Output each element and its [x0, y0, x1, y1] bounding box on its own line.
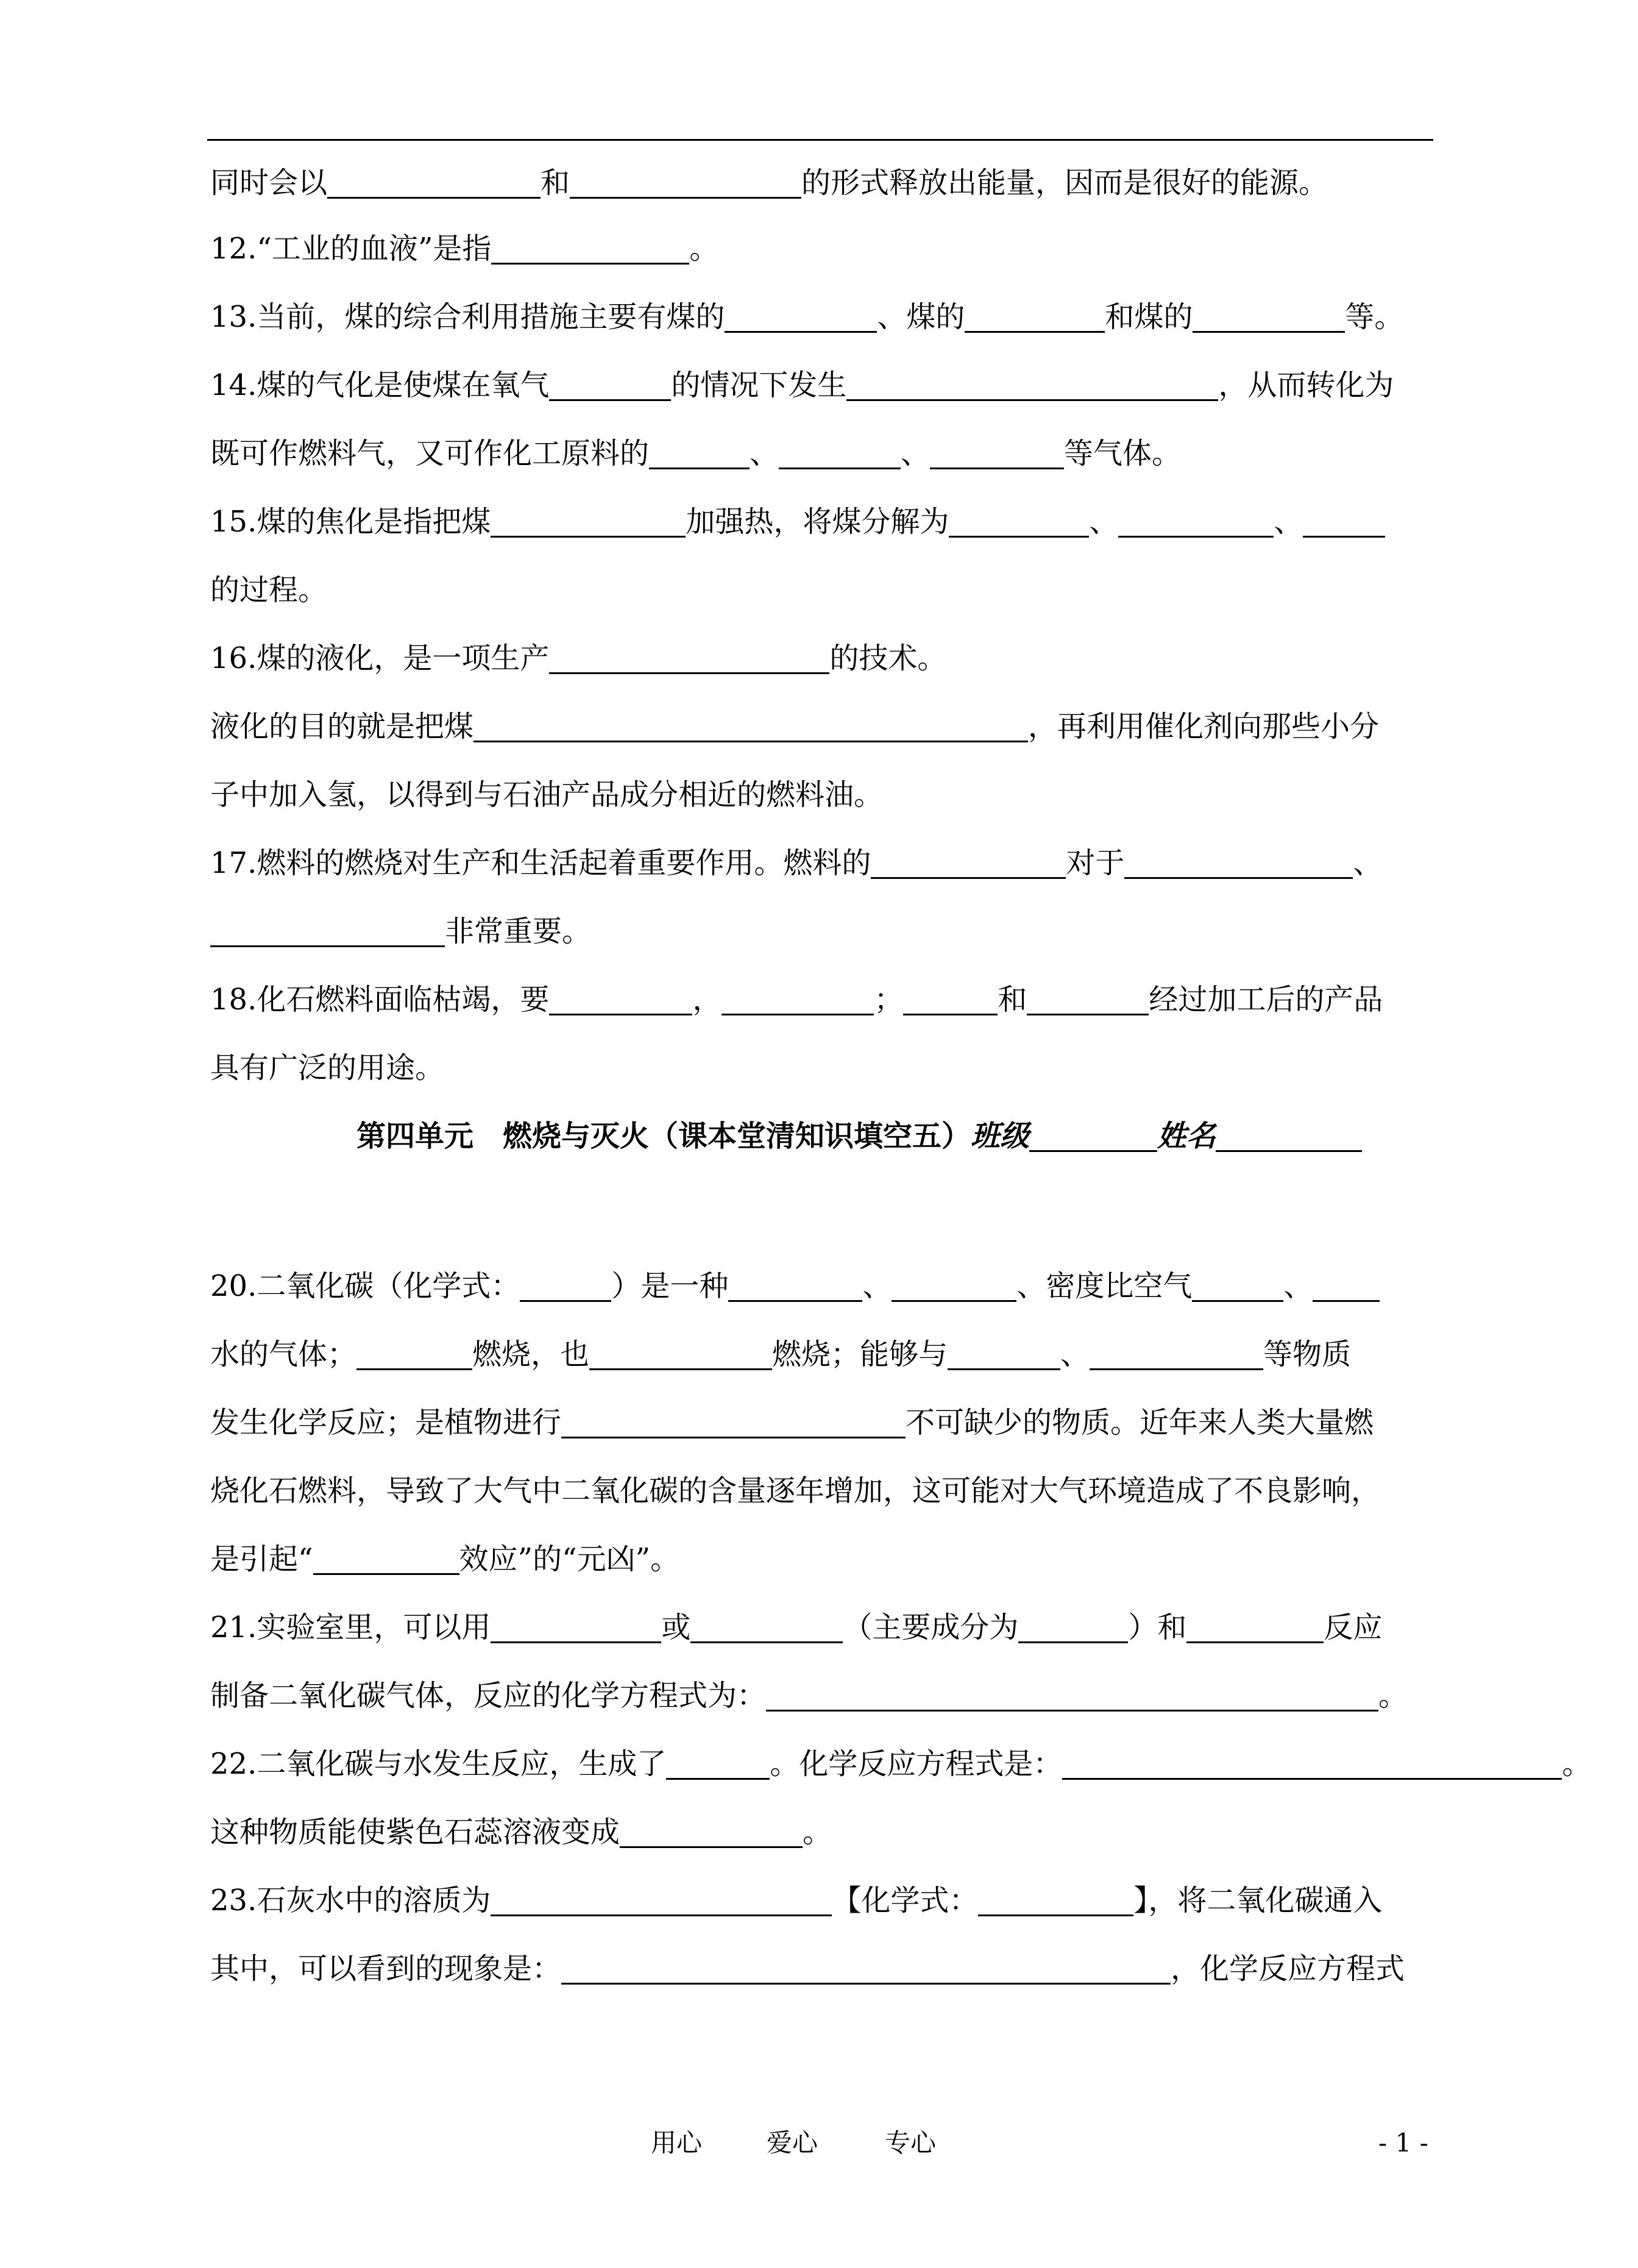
fill-in-blank[interactable]: [1313, 1270, 1380, 1302]
text-segment: 。: [1378, 1679, 1408, 1713]
text-segment: 具有广泛的用途。: [210, 1051, 445, 1085]
fill-in-blank[interactable]: [728, 1270, 862, 1302]
fill-in-blank[interactable]: [779, 437, 901, 469]
fill-in-blank[interactable]: [491, 505, 686, 538]
fill-in-blank[interactable]: [1027, 983, 1149, 1015]
text-segment: 、: [901, 436, 931, 471]
fill-in-blank[interactable]: [491, 232, 689, 265]
fill-in-blank[interactable]: [210, 915, 445, 947]
text-segment: 。: [1562, 1747, 1592, 1781]
header-rule: [207, 139, 1433, 141]
fill-in-blank[interactable]: [949, 505, 1089, 538]
text-line: [210, 367, 1394, 403]
footer-motto-1: 用心: [651, 2128, 703, 2158]
form-label: 姓名: [1157, 1119, 1216, 1153]
footer-motto-2: 爱心: [767, 2128, 818, 2158]
text-segment: 液化的目的就是把煤: [210, 709, 474, 744]
fill-in-blank[interactable]: [1018, 1611, 1128, 1643]
text-segment: 、: [1089, 505, 1119, 539]
text-segment: 或: [661, 1610, 691, 1644]
fill-in-blank[interactable]: [313, 1543, 459, 1575]
text-segment: 同时会以: [210, 166, 328, 200]
fill-in-blank[interactable]: [948, 1338, 1060, 1370]
text-segment: 、煤的: [877, 300, 965, 334]
fill-in-blank[interactable]: [649, 437, 750, 469]
form-label: 班级: [971, 1119, 1030, 1153]
text-line: [210, 1473, 1380, 1509]
text-segment: 和: [541, 166, 570, 200]
text-segment: 既可作燃料气，又可作化工原料的: [210, 436, 650, 471]
text-line: [210, 1609, 1382, 1646]
text-line: [210, 777, 883, 813]
text-segment: 燃烧；能够与: [772, 1337, 948, 1371]
text-segment: 20.二氧化碳（化学式：: [210, 1269, 520, 1303]
text-line: [210, 1050, 444, 1086]
fill-in-blank[interactable]: [666, 1747, 770, 1780]
text-line: [210, 1814, 832, 1850]
text-segment: 【化学式：: [832, 1883, 979, 1918]
fill-in-blank[interactable]: [1193, 300, 1345, 333]
text-segment: 的过程。: [210, 573, 328, 607]
fill-in-blank[interactable]: [690, 1611, 843, 1643]
text-segment: （主要成分为: [843, 1610, 1019, 1644]
fill-in-blank[interactable]: [1186, 1611, 1324, 1643]
text-segment: ）和: [1128, 1610, 1187, 1644]
text-segment: 、: [750, 436, 779, 471]
text-segment: 对于: [1066, 846, 1125, 880]
text-segment: 烧化石燃料，导致了大气中二氧化碳的含量逐年增加，这可能对大气环境造成了不良影响，: [210, 1474, 1381, 1508]
fill-in-blank[interactable]: [903, 983, 998, 1015]
text-segment: 制备二氧化碳气体，反应的化学方程式为：: [210, 1679, 767, 1713]
fill-in-blank[interactable]: [978, 1884, 1133, 1916]
text-line: [210, 435, 1181, 472]
text-segment: 14.煤的气化是使煤在氧气: [210, 368, 550, 402]
text-segment: 13.当前，煤的综合利用措施主要有煤的: [210, 300, 725, 334]
text-line: [210, 230, 718, 267]
text-line: [210, 572, 327, 608]
fill-in-blank[interactable]: [846, 369, 1218, 401]
fill-in-blank[interactable]: [965, 300, 1105, 333]
fill-in-blank[interactable]: [722, 983, 874, 1015]
text-line: [210, 1677, 1408, 1714]
fill-in-blank[interactable]: [1118, 505, 1274, 538]
fill-in-blank[interactable]: [491, 1884, 832, 1916]
text-segment: 12.“工业的血液”是指: [210, 232, 492, 266]
text-segment: 16.煤的液化，是一项生产: [210, 641, 550, 675]
text-segment: 反应: [1324, 1610, 1383, 1644]
fill-in-blank[interactable]: [1124, 847, 1353, 879]
fill-in-blank[interactable]: [1090, 1338, 1263, 1370]
fill-in-blank[interactable]: [725, 300, 877, 333]
fill-in-blank[interactable]: [892, 1270, 1016, 1302]
text-segment: 的技术。: [829, 641, 947, 675]
text-segment: 、: [862, 1269, 892, 1303]
text-segment: 第四单元 燃烧与灭火（课本堂清知识填空五）: [356, 1119, 971, 1153]
fill-in-blank[interactable]: [356, 1338, 472, 1370]
fill-in-blank[interactable]: [1062, 1747, 1562, 1780]
text-segment: ；: [874, 983, 904, 1017]
fill-in-blank[interactable]: [620, 1816, 803, 1848]
fill-in-blank[interactable]: [561, 1952, 1171, 1985]
text-line: [210, 1746, 1591, 1782]
text-segment: 是引起“: [210, 1542, 313, 1576]
fill-in-blank[interactable]: [1216, 1120, 1362, 1152]
text-line: [210, 165, 1328, 201]
fill-in-blank[interactable]: [520, 1270, 611, 1302]
text-line: [210, 1882, 1382, 1919]
text-segment: 效应”的“元凶”。: [459, 1542, 680, 1576]
text-segment: 水的气体；: [210, 1337, 357, 1371]
fill-in-blank[interactable]: [589, 1338, 772, 1370]
fill-in-blank[interactable]: [1192, 1270, 1283, 1302]
text-segment: 21.实验室里，可以用: [210, 1610, 491, 1644]
fill-in-blank[interactable]: [473, 710, 1028, 742]
text-line: [210, 845, 1382, 881]
fill-in-blank[interactable]: [549, 369, 671, 401]
text-segment: ，再利用催化剂向那些小分: [1028, 709, 1380, 744]
text-segment: 23.石灰水中的溶质为: [210, 1883, 491, 1918]
text-line: [210, 299, 1403, 335]
text-segment: 、密度比空气: [1016, 1269, 1193, 1303]
text-line: [210, 640, 946, 677]
section-heading: [356, 1118, 1362, 1154]
text-segment: 18.化石燃料面临枯竭，要: [210, 983, 550, 1017]
fill-in-blank[interactable]: [766, 1679, 1378, 1712]
text-line: [210, 1541, 679, 1577]
text-segment: 、: [1283, 1269, 1313, 1303]
text-segment: ，化学反应方程式: [1171, 1952, 1405, 1986]
text-segment: 、: [1353, 846, 1383, 880]
text-segment: 15.煤的焦化是指把煤: [210, 505, 491, 539]
text-segment: ）是一种: [611, 1269, 729, 1303]
text-segment: 。: [803, 1815, 832, 1849]
text-segment: 等物质: [1263, 1337, 1352, 1371]
fill-in-blank[interactable]: [1029, 1120, 1157, 1152]
text-segment: 和: [998, 983, 1027, 1017]
fill-in-blank[interactable]: [549, 642, 829, 674]
text-line: [210, 1950, 1405, 1987]
text-line: [210, 913, 591, 950]
text-segment: 发生化学反应；是植物进行: [210, 1406, 562, 1440]
text-segment: 的情况下发生: [671, 368, 847, 402]
text-segment: 经过加工后的产品: [1149, 983, 1383, 1017]
footer-motto-3: 专心: [885, 2128, 937, 2158]
text-line: [210, 708, 1379, 745]
fill-in-blank[interactable]: [570, 166, 801, 199]
fill-in-blank[interactable]: [549, 983, 692, 1015]
fill-in-blank[interactable]: [930, 437, 1064, 469]
text-segment: 等。: [1345, 300, 1404, 334]
page-number: - 1 -: [1378, 2128, 1428, 2158]
text-segment: 这种物质能使紫色石蕊溶液变成: [210, 1815, 620, 1849]
fill-in-blank[interactable]: [327, 166, 541, 199]
text-segment: 燃烧，也: [472, 1337, 590, 1371]
text-segment: 。: [689, 232, 719, 266]
text-segment: 和煤的: [1105, 300, 1193, 334]
text-segment: 加强热，将煤分解为: [686, 505, 949, 539]
text-segment: 17.燃料的燃烧对生产和生活起着重要作用。燃料的: [210, 846, 871, 880]
text-segment: ，: [692, 983, 722, 1017]
text-segment: 22.二氧化碳与水发生反应，生成了: [210, 1747, 667, 1781]
text-segment: 。化学反应方程式是：: [770, 1747, 1063, 1781]
text-line: [210, 503, 1385, 540]
text-segment: 、: [1060, 1337, 1090, 1371]
text-segment: 、: [1274, 505, 1303, 539]
text-segment: 】，将二氧化碳通入: [1133, 1883, 1383, 1918]
fill-in-blank[interactable]: [561, 1406, 906, 1438]
fill-in-blank[interactable]: [871, 847, 1066, 879]
text-segment: 不可缺少的物质。近年来人类大量燃: [906, 1406, 1374, 1440]
text-line: [210, 1404, 1374, 1441]
text-segment: 非常重要。: [445, 914, 592, 948]
text-line: [210, 1268, 1380, 1304]
fill-in-blank[interactable]: [491, 1611, 661, 1643]
text-line: [210, 1336, 1351, 1373]
text-segment: 等气体。: [1064, 436, 1182, 471]
text-segment: 其中，可以看到的现象是：: [210, 1952, 562, 1986]
text-line: [210, 981, 1383, 1018]
text-segment: ，从而转化为: [1218, 368, 1394, 402]
text-segment: 子中加入氢，以得到与石油产品成分相近的燃料油。: [210, 778, 884, 812]
text-segment: 的形式释放出能量，因而是很好的能源。: [801, 166, 1328, 200]
fill-in-blank[interactable]: [1303, 505, 1385, 538]
